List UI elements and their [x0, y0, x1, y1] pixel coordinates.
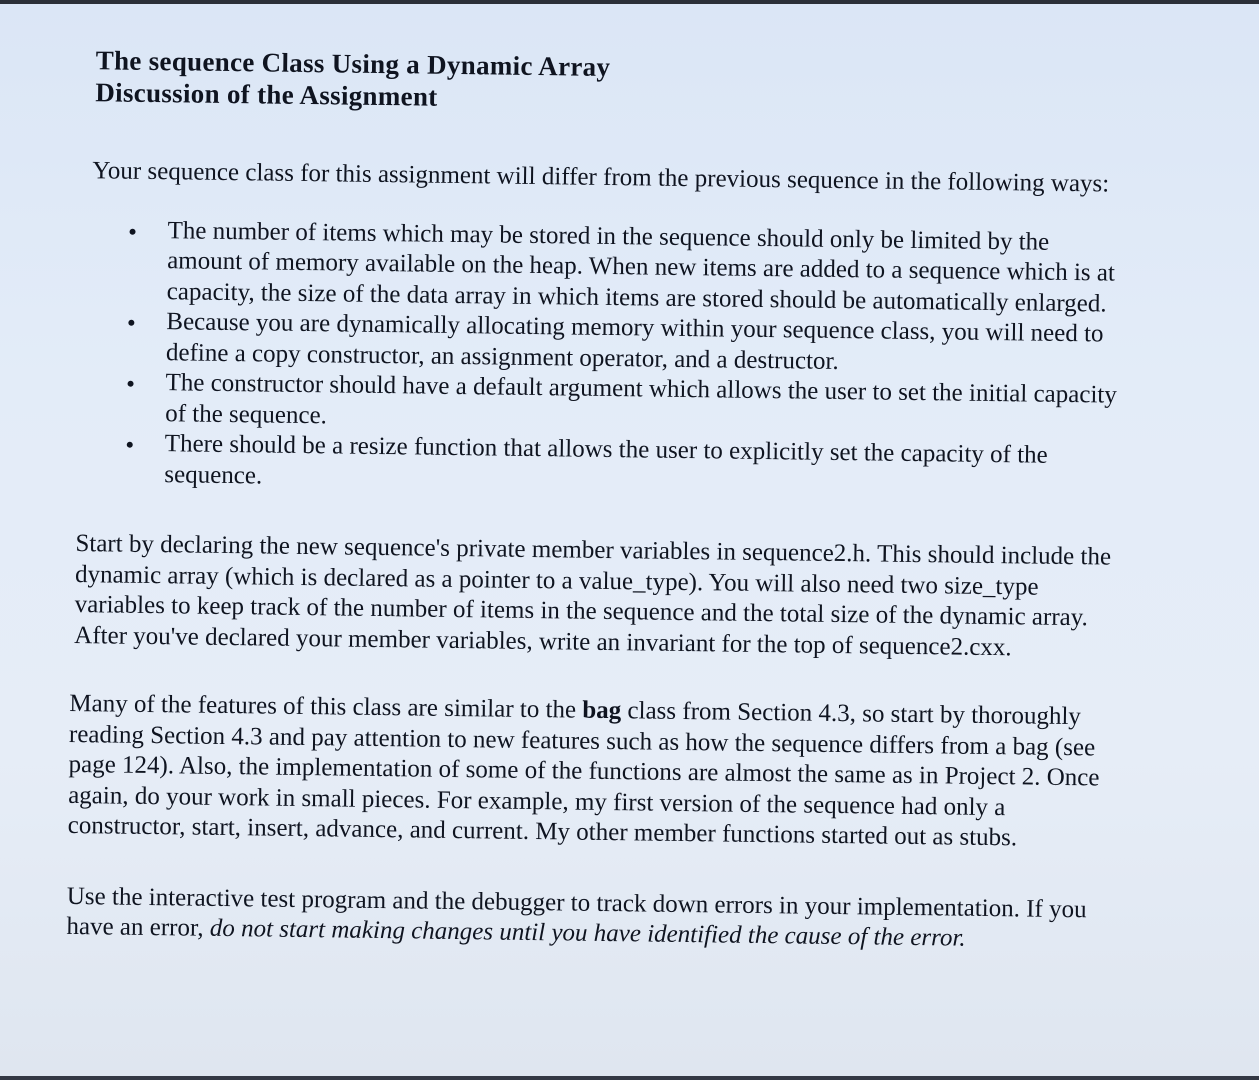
paragraph-bag-features	[68, 689, 1122, 855]
list-item-text: Because you are dynamically allocating memory within your sequence class, you will need to define a copy constructor, an assignment operator, and a destructor.	[165, 308, 1104, 375]
paragraph-text: Many of the features of this class are similar to the	[69, 689, 583, 724]
page-subtitle: Discussion of the Assignment	[95, 77, 438, 112]
bullet-icon	[128, 381, 134, 387]
bullet-icon	[127, 442, 133, 448]
bag-term: bag	[582, 696, 622, 725]
list-item-text: There should be a resize function that allows the user to explicitly set the capacity of the sequence.	[164, 430, 1048, 489]
paragraph-text: Use the interactive test program and the debugger to track down errors in your implementation. If you have an error,	[66, 882, 1087, 942]
list-item-text: The constructor should have a default argument which allows the user to set the initial capacity of the sequence.	[164, 369, 1118, 429]
bullet-icon	[128, 320, 134, 326]
title-block	[95, 44, 1138, 122]
requirements-list	[72, 214, 1136, 502]
list-item-text: The number of items which may be stored in the sequence should only be limited by the amount of memory available on the heap. When new items are added to a sequence which is at capacity, the size of the data array in which items are stored should be automatically enlarged.	[166, 216, 1116, 317]
document-content	[66, 44, 1138, 956]
list-item	[167, 216, 1123, 320]
intro-paragraph: Your sequence class for this assignment will differ from the previous sequence in the following ways:	[92, 157, 1110, 198]
page-title: The sequence Class Using a Dynamic Array	[95, 45, 611, 82]
paragraph-text: class from Section 4.3, so start by thoroughly reading Section 4.3 and pay attention to new features such as how the sequence differs from a bag (see page 124). Also, the implementation of some of the functions are almost the same as in Project 2. Once again, do your work in small pieces. For example, my first version of the sequence had only a constructor, start, insert, advance, and current. My other member functions started out as stubs.	[67, 697, 1100, 852]
bullet-icon	[130, 228, 136, 234]
paragraph-debugging	[66, 881, 1119, 956]
list-item	[164, 429, 1120, 502]
emphasis-text: do not start making changes until you have identified the cause of the error.	[209, 914, 966, 952]
paragraph-member-variables: Start by declaring the new sequence's private member variables in sequence2.h. This should include the dynamic array (which is declared as a pointer to a value_type). You will also need two size_type variables to keep track of the number of items in the sequence and the total size of the dynamic array. After you've declared your member variables, write an invariant for the top of sequence2.cxx.	[74, 530, 1112, 661]
